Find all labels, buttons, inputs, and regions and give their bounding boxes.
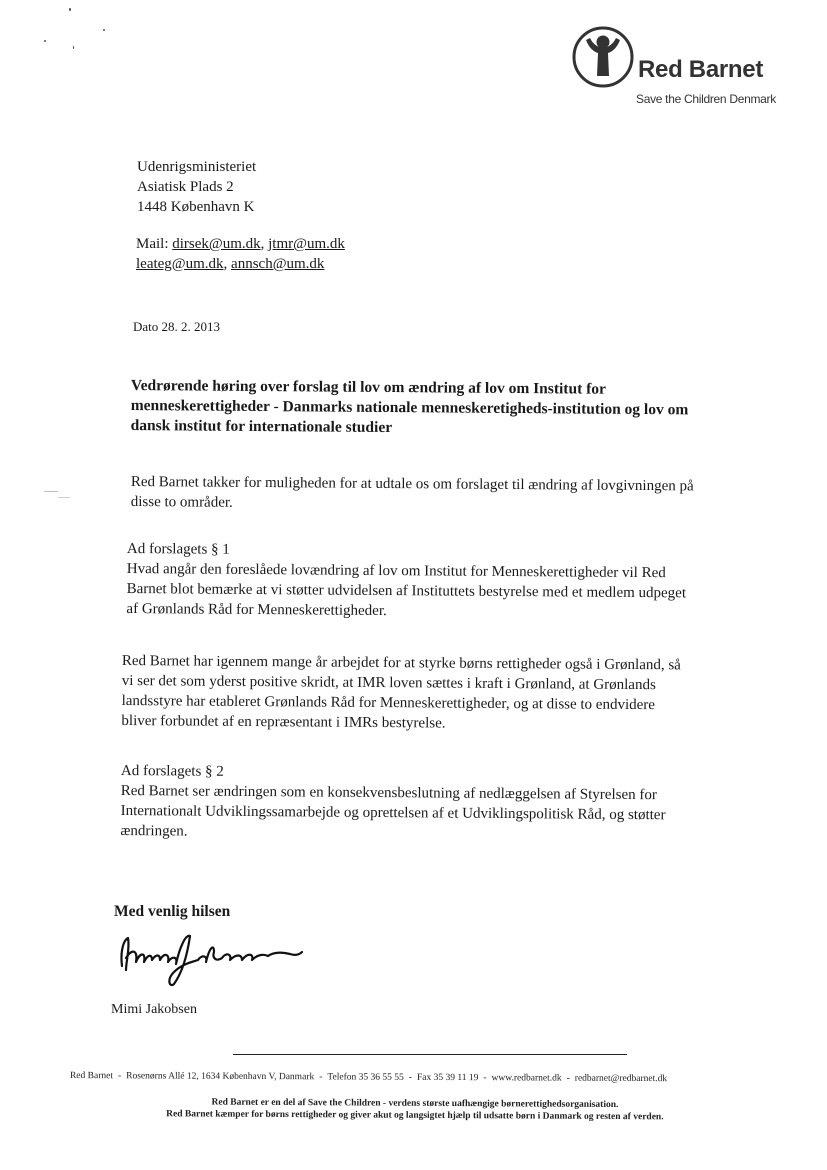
footer-web[interactable]: www.redbarnet.dk (491, 1073, 562, 1084)
paragraph-line: landsstyre har etableret Grønlands Råd for Menneskerettigheder, og at disse to endvidere (121, 692, 656, 714)
footer-tagline (120, 1096, 710, 1124)
subject-heading (131, 376, 743, 441)
logo-tagline: Save the Children Denmark (636, 92, 776, 106)
greenland-paragraph (121, 651, 681, 735)
child-logo-icon (572, 26, 634, 88)
signer-name: Mimi Jakobsen (111, 1002, 197, 1017)
email-link[interactable]: leateg@um.dk (136, 256, 224, 272)
paragraph-line: Red Barnet har igennem mange år arbejdet for at styrke børns rettigheder også i Grønland, så (121, 652, 681, 674)
paragraph-line: bliver forbundet af en repræsentant i IMRs bestyrelse. (121, 712, 446, 732)
recipient-street: Asiatisk Plads 2 (137, 179, 234, 195)
footer-phone: Telefon 35 36 55 55 (327, 1072, 404, 1083)
section-2-paragraph (120, 761, 666, 845)
mail-label: Mail: (136, 236, 169, 252)
footer-org: Red Barnet (69, 1071, 114, 1082)
subject-line: dansk institut for internationale studier (130, 416, 393, 437)
footer-fax: Fax 35 39 11 19 (416, 1072, 479, 1084)
email-link[interactable]: dirsek@um.dk (172, 236, 261, 252)
letter-date: Dato 28. 2. 2013 (133, 319, 221, 334)
paragraph-line: Internationalt Udviklingssamarbejde og oprettelsen af et Udviklingspolitisk Råd, og støtter (120, 802, 666, 824)
paragraph-line: af Grønlands Råd for Menneskerettigheder. (126, 600, 387, 620)
recipient-city: 1448 København K (137, 199, 255, 215)
paragraph-line: ændringen. (120, 822, 188, 840)
section-heading: Ad forslagets § 1 (126, 540, 230, 558)
mail-block: Mail: dirsek@um.dk, jtmr@um.dk leateg@um.dk, annsch@um.dk (136, 236, 345, 272)
email-link[interactable]: annsch@um.dk (231, 256, 325, 272)
email-link[interactable]: jtmr@um.dk (268, 236, 345, 252)
recipient-address (137, 157, 256, 217)
footer-separator: - (566, 1073, 570, 1084)
footer-email[interactable]: redbarnet@redbarnet.dk (574, 1073, 668, 1085)
logo-name: Red Barnet (638, 56, 764, 83)
section-1-paragraph (126, 539, 686, 623)
intro-paragraph (131, 472, 694, 516)
closing-phrase: Med venlig hilsen (114, 903, 231, 920)
subject-line: menneskerettigheder - Danmarks nationale menneskeretigheds-institution og lov om (130, 396, 689, 419)
footer-separator: - (319, 1072, 323, 1083)
tagline-line: Red Barnet kæmper for børns rettigheder og giver akut og langsigtet hjælp til udsatte børn i Danmark og resten af verden. (166, 1109, 664, 1123)
footer-separator: - (117, 1071, 122, 1082)
paragraph-line: Red Barnet ser ændringen som en konsekvensbeslutning af nedlæggelsen af Styrelsen for (120, 782, 657, 804)
section-heading: Ad forslagets § 2 (120, 762, 224, 780)
red-barnet-logo (572, 26, 802, 110)
paragraph-line: Barnet blot bemærke at vi støtter udvidelsen af Instituttets bestyrelse med et medlem udpeget (126, 580, 687, 602)
footer-divider (233, 1054, 627, 1055)
recipient-name: Udenrigsministeriet (137, 159, 257, 175)
paragraph-line: Red Barnet takker for muligheden for at udtale os om forslaget til ændring af lovgivningen på (130, 473, 694, 495)
footer-contact (70, 1071, 667, 1084)
handwritten-signature (112, 928, 312, 988)
subject-line: Vedrørende høring over forslag til lov om ændring af lov om Institut for (130, 376, 607, 398)
paragraph-line: vi ser det som yderst positive skridt, at IMR loven sættes i kraft i Grønland, at Grønlands (121, 672, 656, 694)
footer-separator: - (408, 1072, 412, 1083)
footer-address: Rosenørns Allé 12, 1634 København V, Danmark (126, 1071, 315, 1083)
paragraph-line: disse to områder. (130, 493, 233, 511)
paragraph-line: Hvad angår den foreslåede lovændring af lov om Institut for Menneskerettigheder vil Red (126, 560, 666, 582)
tagline-line: Red Barnet er en del af Save the Children - verdens største uafhængige børnerettighedsorganisation. (211, 1097, 619, 1111)
footer-separator: - (483, 1073, 487, 1084)
